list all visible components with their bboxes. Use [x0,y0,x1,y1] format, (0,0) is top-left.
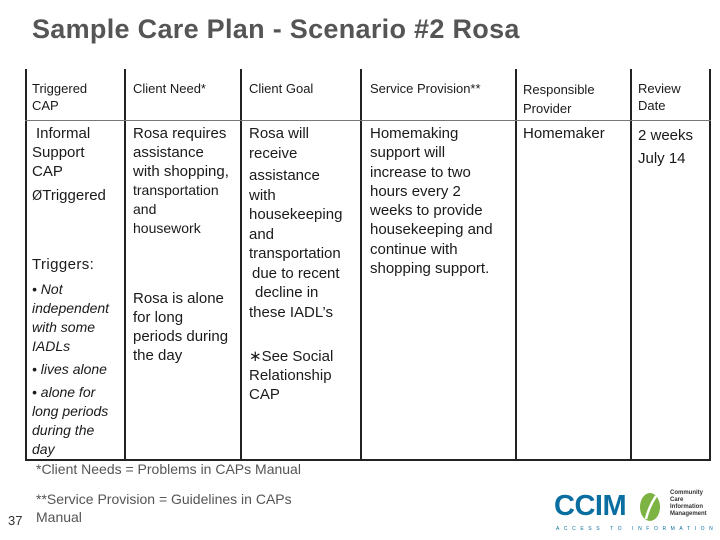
client-goal-line: and [249,225,275,243]
header-review-date [638,80,681,114]
column-divider [240,69,242,461]
logo-text-line: Community [670,490,703,496]
cap-name [32,124,90,181]
triggers-list [32,280,109,459]
footnote-client-needs: *Client Needs = Problems in CAPs Manual [36,461,301,477]
client-goal-line: decline in [255,284,319,301]
logo-text-line: Information [670,504,703,510]
cap-name-line: Support [32,144,85,161]
client-need-2 [133,289,228,365]
responsible-provider: Homemaker [523,125,605,142]
trigger-line: • lives alone [32,361,107,377]
header-line: Responsible [523,82,595,97]
service-provision-line: support will [370,144,446,162]
header-client-goal: Client Goal [249,81,314,96]
column-divider [124,69,126,461]
service-provision-text [370,124,493,278]
triggers-label: Triggers: [32,256,95,273]
logo-wordmark: CCIM [554,490,627,522]
client-goal-line: CAP [249,386,280,403]
client-goal-2 [249,347,333,404]
client-goal-line: Rosa will [249,125,310,142]
client-goal-line: ∗See Social [249,348,334,365]
client-need-line: assistance [133,144,204,161]
service-provision-line: hours every 2 [370,182,461,200]
client-need-line: housework [133,220,201,236]
trigger-line: with some [32,319,96,335]
header-responsible-provider [523,80,595,118]
client-need-line: Rosa requires [133,125,227,142]
column-divider [25,69,27,461]
client-goal-line: transportation [249,245,341,262]
arrow-icon: Ø [32,189,43,204]
trigger-line: • Not [32,281,63,297]
service-provision-line: housekeeping and [370,221,493,239]
column-divider [630,69,632,461]
cap-name-line: Informal [36,125,91,142]
client-goal-line: these IADL’s [249,303,333,321]
client-need-line: and [133,201,157,217]
header-triggered-cap [32,80,87,114]
client-goal-line: Relationship [249,367,332,384]
service-provision-line: increase to two [370,163,471,181]
column-divider [360,69,362,461]
client-goal-line: due to recent [252,264,340,282]
client-need-line: the day [133,347,183,364]
client-goal-1 [249,124,342,322]
column-divider [515,69,517,461]
page-number: 37 [8,513,23,528]
service-provision-line: Homemaking [370,125,459,142]
trigger-line: independent [32,300,110,316]
header-line: CAP [32,98,59,113]
client-need-line: periods during [133,328,229,345]
client-goal-line: assistance [249,167,320,184]
triggered-status [32,186,106,206]
trigger-line: day [32,441,55,457]
logo-text-line: Care [670,497,684,503]
footnote-line: Manual [36,509,82,525]
table-frame [25,69,711,461]
client-need-line: for long [133,309,184,326]
client-need-1 [133,124,229,238]
logo-text [670,490,707,518]
cap-name-line: CAP [32,163,63,180]
client-need-line: transportation [133,182,219,198]
trigger-line: long periods [32,403,109,419]
service-provision-line: continue with [370,240,458,258]
logo-text-line: Management [670,511,707,517]
ccim-logo [552,486,718,536]
client-need-line: with shopping, [133,163,229,180]
client-goal-line: housekeeping [249,206,343,223]
review-date-line: July 14 [638,150,686,167]
header-line: Review [638,81,681,96]
header-line: Provider [523,101,572,116]
header-line: Triggered [32,81,88,96]
footnote-service-provision [36,490,292,526]
review-date [638,124,693,170]
header-divider [25,120,711,121]
header-service-provision: Service Provision** [370,81,481,96]
client-need-line: Rosa is alone [133,290,224,307]
trigger-line: • alone for [32,384,96,400]
client-goal-line: with [249,186,276,204]
column-divider [709,69,711,461]
footnote-line: **Service Provision = Guidelines in CAPs [36,491,292,507]
page-title: Sample Care Plan - Scenario #2 Rosa [32,14,520,44]
header-client-need: Client Need* [133,81,206,96]
service-provision-line: weeks to provide [370,202,483,220]
logo-tagline: ACCESS TO INFORMATION [556,526,718,532]
client-goal-line: receive [249,144,298,162]
triggered-label: Triggered [42,187,106,204]
leaf-icon [638,492,662,522]
review-date-line: 2 weeks [638,127,694,144]
trigger-line: IADLs [32,338,71,354]
service-provision-line: shopping support. [370,260,490,278]
trigger-line: during the [32,422,95,438]
header-line: Date [638,98,666,113]
